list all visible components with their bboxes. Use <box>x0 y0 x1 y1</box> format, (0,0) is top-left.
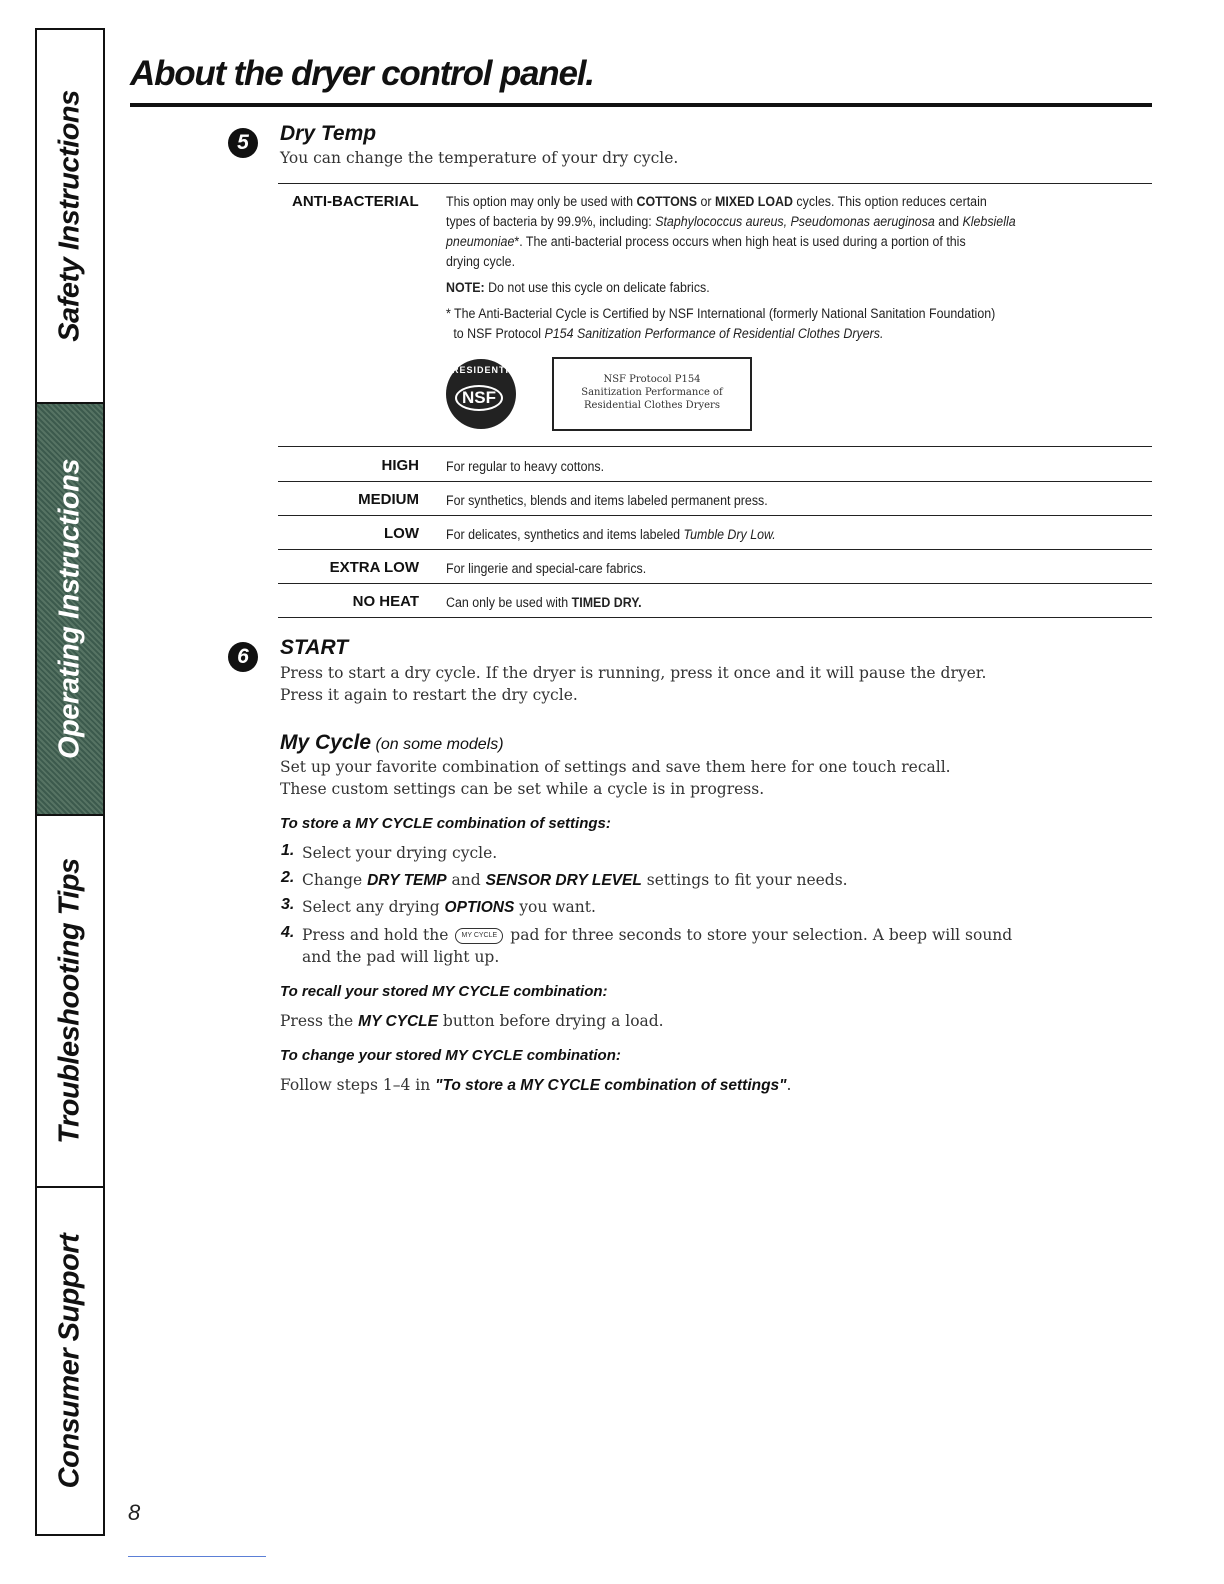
anti-bacterial-footnote: * The Anti-Bacterial Cycle is Certified by NSF International (formerly National Sanitation Foundation) <box>446 306 996 321</box>
start-text-line: Press it again to restart the dry cycle. <box>280 686 578 704</box>
temp-setting-desc: Can only be used with TIMED DRY. <box>446 595 642 610</box>
sidebar-tab-consumer-support[interactable] <box>37 1188 103 1534</box>
nsf-certification <box>444 357 764 437</box>
divider <box>278 183 1152 184</box>
section-number-badge: 5 <box>228 128 258 158</box>
title-rule <box>130 103 1152 107</box>
divider <box>278 617 1152 618</box>
sidebar-tab-label: Consumer Support <box>53 1233 86 1489</box>
sidebar-nav <box>35 28 105 1536</box>
my-cycle-pad-icon: MY CYCLE <box>455 928 503 944</box>
sidebar-tab-troubleshooting-tips[interactable] <box>37 816 103 1188</box>
recall-heading: To recall your stored MY CYCLE combination: <box>280 983 608 1000</box>
sidebar-tab-operating-instructions[interactable] <box>37 404 103 816</box>
dry-temp-intro: You can change the temperature of your dry cycle. <box>280 149 679 167</box>
divider <box>278 481 1152 482</box>
page-number: 8 <box>128 1500 141 1525</box>
temp-setting-label: LOW <box>384 525 419 542</box>
change-heading: To change your stored MY CYCLE combination: <box>280 1047 621 1064</box>
temp-setting-label: HIGH <box>381 457 419 474</box>
nsf-seal-logo: RESIDENTIAL NSF <box>446 359 516 429</box>
anti-bacterial-note: NOTE: Do not use this cycle on delicate fabrics. <box>446 280 710 295</box>
sidebar-tab-label: Operating Instructions <box>53 459 86 759</box>
anti-bacterial-description: This option may only be used with COTTONS or MIXED LOAD cycles. This option reduces certain types of bacteria by 99.9%, including: Staphylococcus aureus, Pseudomonas aeruginosa and Klebsiella pneumoniae*. The anti-bacterial process occurs when high heat is used during a portion of this drying cycle. NOTE: Do not use this cycle on delicate fabrics. * The Anti-Bacterial Cycle is Certified by NSF International (formerly National Sanitation Foundation) to NSF Protocol P154 Sanitization Performance of Residential Clothes Dryers. <box>446 192 1108 344</box>
step-number: 2. <box>281 869 295 886</box>
step-number: 3. <box>281 896 295 913</box>
divider <box>278 583 1152 584</box>
my-cycle-heading: My Cycle (on some models) <box>280 731 504 754</box>
step-text: and the pad will light up. <box>302 948 500 966</box>
sidebar-tab-safety-instructions[interactable] <box>37 30 103 404</box>
step-number: 4. <box>281 924 295 941</box>
change-text: Follow steps 1–4 in "To store a MY CYCLE combination of settings". <box>280 1076 792 1094</box>
start-text-line: Press to start a dry cycle. If the dryer is running, press it once and it will pause the dryer. <box>280 664 987 682</box>
nsf-protocol-box: NSF Protocol P154 Sanitization Performance of Residential Clothes Dryers <box>552 357 752 431</box>
temp-setting-label: EXTRA LOW <box>329 559 419 576</box>
sidebar-tab-label: Troubleshooting Tips <box>53 858 86 1144</box>
section-number-badge: 6 <box>228 642 258 672</box>
temp-setting-desc: For regular to heavy cottons. <box>446 459 605 474</box>
page-title: About the dryer control panel. <box>130 54 594 93</box>
divider <box>278 446 1152 447</box>
store-heading: To store a MY CYCLE combination of settings: <box>280 815 611 832</box>
step-text: Change DRY TEMP and SENSOR DRY LEVEL settings to fit your needs. <box>302 871 848 889</box>
step-text: Select any drying OPTIONS you want. <box>302 898 596 916</box>
temp-setting-label: MEDIUM <box>358 491 419 508</box>
recall-text: Press the MY CYCLE button before drying a load. <box>280 1012 664 1030</box>
step-number: 1. <box>281 842 295 859</box>
temp-setting-desc: For synthetics, blends and items labeled permanent press. <box>446 493 768 508</box>
step-text: Select your drying cycle. <box>302 844 498 862</box>
anti-bacterial-label: ANTI-BACTERIAL <box>292 193 419 210</box>
start-heading: START <box>280 636 349 659</box>
divider <box>278 515 1152 516</box>
divider <box>278 549 1152 550</box>
dry-temp-heading: Dry Temp <box>280 122 377 145</box>
bottom-rule <box>128 1556 266 1557</box>
temp-setting-desc: For delicates, synthetics and items labeled Tumble Dry Low. <box>446 527 776 542</box>
step-text: Press and hold the MY CYCLE pad for three seconds to store your selection. A beep will sound <box>302 926 1013 944</box>
my-cycle-text-line: Set up your favorite combination of settings and save them here for one touch recall. <box>280 758 951 776</box>
temp-setting-label: NO HEAT <box>352 593 419 610</box>
temp-setting-desc: For lingerie and special-care fabrics. <box>446 561 647 576</box>
my-cycle-text-line: These custom settings can be set while a cycle is in progress. <box>280 780 765 798</box>
sidebar-tab-label: Safety Instructions <box>53 90 86 342</box>
